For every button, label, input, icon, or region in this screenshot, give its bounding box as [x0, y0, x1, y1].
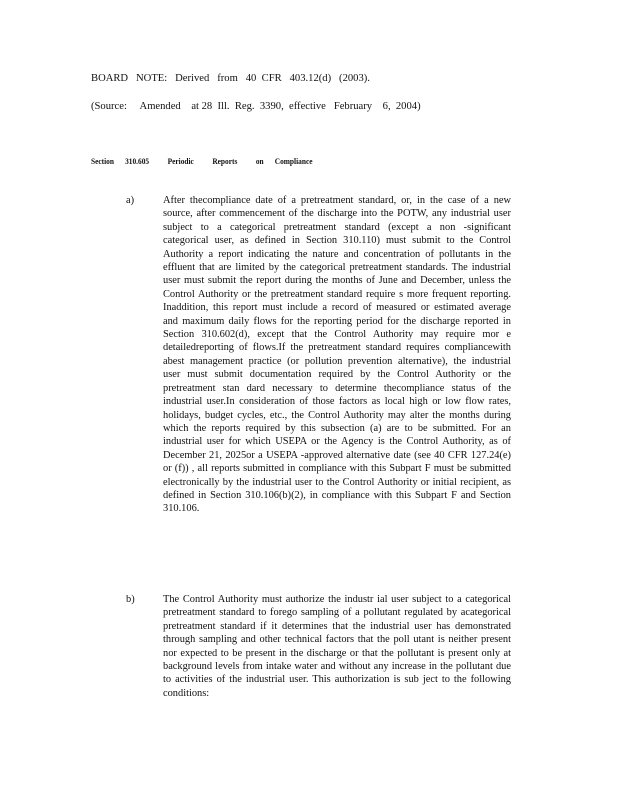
paragraph-a-label: a)	[126, 195, 135, 206]
paragraph-b-text: The Control Authority must authorize the industr ial user subject to a categorical pretreatment standard to forego sampling of a pollutant regulated by acategorical pretreatment standard if it determines that the industrial user has demonstrated through sampling and other technical factors that the poll utant is neither present nor expected to be present in the discharge or that the pollutant is present only at background levels from intake water and without any increase in the pollutant due to activities of the industrial user. This authorization is sub ject to the following conditions:	[163, 594, 511, 699]
source-note: (Source: Amended at 28 Ill. Reg. 3390, effective February 6, 2004)	[91, 101, 421, 112]
paragraph-a-text: After thecompliance date of a pretreatment standard, or, in the case of a new source, after commencement of the discharge into the POTW, any industrial user subject to a categorical pretreatment standard (except a non -significant categorical user, as defined in Section 310.110) must submit to the Control Authority a report indicating the nature and concentration of pollutants in the effluent that are limited by the categorical pretreatment standards. The industrial user must submit the report during the months of June and December, unless the Control Authority or the pretreatment standard require s more frequent reporting. Inaddition, this report must include a record of measured or estimated average and maximum daily flows for the reporting period for the discharge reported in Section 310.602(d), except that the Control Authority may require mor e detailedreporting of flows.If the pretreatment standard requires compliancewith abest management practice (or pollution prevention alternative), the industrial user must submit documentation required by the Control Authority or the pretreatment stan dard necessary to determine thecompliance status of the industrial user.In consideration of those factors as local high or low flow rates, holidays, budget cycles, etc., the Control Authority may alter the months during which the reports required by this subsection (a) are to be submitted. For an industrial user for which USEPA or the Agency is the Control Authority, as of December 21, 2025or a USEPA -approved alternative date (see 40 CFR 127.24(e) or (f)) , all reports submitted in compliance with this Subpart F must be submitted electronically by the industrial user to the Control Authority or initial recipient, as defined in Section 310.106(b)(2), in compliance with this Subpart F and Section 310.106.	[163, 195, 511, 515]
section-heading: Section 310.605 Periodic Reports on Compliance	[91, 156, 313, 166]
paragraph-b-label: b)	[126, 594, 135, 605]
board-note: BOARD NOTE: Derived from 40 CFR 403.12(d) (2003).	[91, 73, 370, 84]
